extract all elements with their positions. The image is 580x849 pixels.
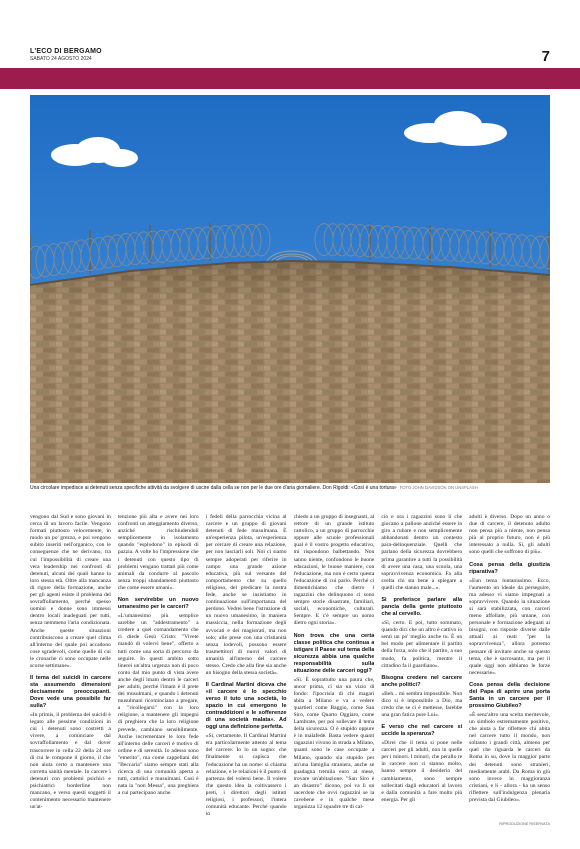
interview-paragraph: «Beh... mi sembra impossibile. Non dico si è impossibile a Dio, ma credo che se ci è mettesse, farebbe una gran fatica pure Lui».	[381, 690, 463, 718]
interview-paragraph: «Direi che il tema si pone nelle carceri per gli adulti, non in quelle per i minori. I minori, che perallo re in carcere non ci stanno molto, hanno sempre il desiderio del cambiamento, sono sempre sollecitati dagli educatori al lavoro e dalla comunità a fare molto più energia. Per gli	[381, 740, 463, 803]
interview-paragraph: cio e ora i ragazzini sono lì che giocano a pallone anziché essere in giro a rubare e non semplicemente abbandonati dentro un contesto para-delinquenziale. Quelli che parlano della sicurezza dovrebbero prima garantire a tutti la possibilità di avere una casa, una scuola, una sopravvivenza economica. Fa alla svelta chi sta bene a spiegare a quelli che stanno male...».	[381, 514, 463, 591]
interview-paragraph: «È senz'altro una scelta meritevole, un simbolo estremamente positivo, che aiuta a far riflettere chi abita nel carcere tutto il mondo, non soltanto i grandi città, almeno per quel che riguarda le carceri da Roma in su, dove la maggior parte dei detenuti sono stranieri, mediamente arabi. Da Roma in giù sono invece in maggioranza cristiani, e li - allora - ha un senso riflettere sull'indulgenza plenaria prevista dal Giubileo».	[469, 711, 550, 803]
interview-paragraph: «Sì, certamente. Il Cardinal Martini era particolarmente attento al tema del carcere. Io lo un sogno: che finalmente si capisca che l'educazione ha un nome: si chiama relazione, e le relazioni è il punto di partenza del volersi bene. Il volere che questo idea la coltivassero i preti, i direttori degli istituti religiosi, i professori, l'intera comunità educante. Perché quando io	[205, 733, 287, 818]
interview-question: Cosa pensa della giustizia riparativa?	[469, 561, 550, 575]
interview-paragraph: vengono dal Sud e sono giovani in cerca di un lavoro facile. Vengono formati piuttosto velocemente, in modo un po' grezzo, e poi vengono subito inseriti nell'organico, con le conseguenze che ne derivano, tra cui l'impossibilità di creare una vera leadership nei confronti di detenuti, alcuni dei quali hanno la loro stessa età. Oltre alla mancanza di rigore della formazione, anche per gli agenti esiste il problema del sovraffollamento, perché spesso uomini e donne sono immessi dentro locali inadeguati per tutti, senza nemmeno l'aria condizionata. Anche queste situazioni contribuiscono a creare quel clima all'interno del quale poi accadono cose sgradevoli, come quelle di cui le cronache ci sono occupate nelle scorse settimane».	[30, 514, 111, 669]
interview-paragraph: adulti è diverso. Dopo un anno o due di carcere, il detenuto adulto non pensa più a niente, non pensa più al proprio futuro, non è più interessato a nulla. Sì, gli adulti sono quelli che soffrono di più».	[469, 514, 550, 556]
article-body	[30, 514, 550, 839]
interview-paragraph: «Eun tema lontanissimo. Ecco, l'aumento un ideale da perseguire, ma adesso vi siamo impegnati a sopravvivere. Quando la situazione si sarà stabilizzata, con carceri meno affollate, più umane, con personale e formazione adeguati ai bisogni, con risposte diverse dalle attuali ai reati "per la sopravvivenza", allora potremo pensare di invitare anche su questo tema, che è sacrosanto, ma per il quale oggi non abbiamo le forze necessarie».	[469, 577, 550, 676]
prison-wall-photo	[30, 95, 550, 483]
article-column	[206, 514, 287, 839]
section-band	[0, 68, 580, 89]
interview-paragraph: «Sì. È soprattutto una paura che, ancor prima, ci sia un vizio di fondo: l'ipocrisia di chi magari abita a Milano e va a vedere quartieri come Baggio, come San Siro, come Quarto Oggiaro, come Lambrate, per poi sollevare il tema della sicurezza. O è stupido oppure è in malafede. Basta vedere quanti ragazzini vivono in strada a Milano, quanti sono le case occupate a Milano, quando sia stupido per un'una famiglia straniera, anche se guadagna tremila euro al mese, trovare un'abitazione. "San Siro è un disastro" dicono, poi va lì un sacerdote che ovvi ragazzini se la cavebene e in qualche mese organizza 12 squadre tre di cal-	[293, 676, 375, 811]
interview-question: Il tema del suicidi in carcere sta assumendo dimensioni decisamente preoccupanti. Dove vede una possibile far sulla?	[30, 675, 111, 710]
interview-paragraph: i fedeli della parrocchia vicina al carcere e un gruppo di giovani detenuti di fede musulmana. È un'esperienza pilota, un'esperienza per cercare di creare una relazione, per non lasciarli soli. Noi ci siamo sempre adoperati per riferire in campo una grande azione educativa, più sul versante del comportamento che su quello religioso, del predicare la nostra fede, anche se insistiamo in continuazione sull'importanza del perdono. Vedrei bene l'istruzione di un nuovo umanesimo, in maniera massiccia, nella formazione degli avvocati e dei magistrati, ma non solo; alle prese con una cristianità senza lodevoli, possono essere trasmettitori di nuovi valori di umanità all'interno del carcere stesso. Credo che alla fine sia anche un bisogno della stessa società».	[205, 514, 287, 677]
interview-paragraph: «Sì, certo. E poi, tutto sommato, quando dici che un altro è cattivo io sentì un po' meglio anche tu. È un bel modo per alimentare il partito della forza, solo che il partito, a suo modo, fa politica, mentre il cittadino fa il guardiano».	[381, 620, 463, 669]
interview-question: Bisogna credere nel carcere anche politici?	[381, 674, 463, 688]
interview-question: Si preferisce parlare alla pancia della gente piuttosto che al cervello.	[381, 597, 463, 618]
issue-date: SABATO 24 AGOSTO 2024	[30, 56, 92, 62]
article-column	[118, 514, 199, 839]
interview-question: Cosa pensa della decisione del Papa di aprire una porta Santa in un carcere per il prossimo Giubileo?	[469, 681, 550, 709]
article-column	[294, 514, 375, 839]
article-column	[469, 514, 550, 839]
newspaper-name: L'ECO DI BERGAMO	[30, 48, 102, 55]
interview-question: Non servirebbe un nuovo umanesimo per le carceri?	[117, 597, 199, 611]
interview-question: Non trova che una certa classe politica che continua a istigare il Paese sul tema della sicurezza abbia una qualche responsabilità sulla situazione delle carceri oggi?	[293, 632, 375, 674]
masthead	[30, 48, 102, 62]
interview-question: Il Cardinal Martini diceva che «il carcere è lo specchio verso il tuto una società, lo spazio in cui emergono le contraddizioni e le sofferenze di una società malata». Ad oggi una definizione perfetta.	[205, 682, 287, 731]
article-column	[30, 514, 111, 839]
photo-credit: FOTO JOHN DAVIDSON ON UNSPLASH	[399, 485, 478, 490]
copyright-notice: RIPRODUZIONE RISERVATA	[499, 822, 550, 826]
article-column	[381, 514, 462, 839]
caption-text: Una circolare impedisce ai detenuti senza specifiche attività da svolgere di uscire dalla cella se non per le due ore d'aria giornaliere. Don Rigoldi: «Così è una tortura»	[30, 485, 397, 491]
photo-caption	[30, 485, 550, 492]
interview-paragraph: chiedo a un gruppo di insegnanti, al rettore di un grande istituto cattolico, a un gruppo di parrocchie oppure alle scuole professionali qual è il vostro progetto educativo, mi rispondono balbettando. Non sanno niente, confondono le buone educazioni, le buone maniere, con l'educazione, ma non è certo questa l'educazione di cui parlo. Perché ci dimentichiamo che dietro i ragazzini che delinquono ci sono sempre storie disastrate, familiari, sociali, economiche, culturali. Sempre. E c'è sempre un uomo dietro ogni storia».	[293, 514, 375, 627]
prison-wall-illustration	[30, 95, 550, 483]
interview-paragraph: «In primis, il problema dei suicidi è legato alle pessime condizioni in cui i detenuti sono costretti a vivere, a cominciare dal sovraffollamento e dal dover trascorrere in cella 22 della 24 ore di cui le compone il giorno, il che non aiuta certo a mantenere una corretta sanità mentale. In carcere i detenuti con problemi psichici e psichiatrici borderline non mancano, e verso questi soggetti il contenimento necessario mantenere un'at-	[30, 712, 111, 811]
interview-question: E verso che nel carcere si uccide la speranza?	[381, 724, 463, 738]
interview-paragraph: tenzione più alta e avere nei loro confronti un atteggiamento diverso, anziché rischiudendoli semplicemente in isolamento quando "esplodono" in episodi di pazzia. A volte ho l'impressione che i detenuti con questo tipo di problemi vengano trattati più come animali da condurre al pascolo senza troppi sbandamenti piuttosto che come essere umani».	[117, 514, 199, 591]
page-number: 7	[541, 48, 550, 65]
interview-paragraph: «L'umanesimo più semplice sarebbe un "addestramento" a credere a quel comandamento che ci diede Gesù Cristo: "Vivete mandò di volervi bene", offerto a tutti come una sorta di percorso da seguire. In questi ambito sotto linerei un'altra urgenza non di poco conto dal mio punto di vista avere anche degli imam dentro le carceri per adulti, perché l'imam è il prete dei musulmani, e quando i detenuti musulmani ricominciano a pregare, a "ricollegarsi" con la loro religione, a mantenere gli impegni di preghiera che la loro religione prevede, cambiano sensibilmente. Anche incrementare le loro fede all'interno delle carceri è motivo di ordine e di serenità. Io adesso sono "emerito", ma come cappellani del "Beccaria" siamo sempre stati alla ricerca di una comunità aperta a tutti, cattolici e musulmani. Così è nata la "non Messa", una preghiera a cui partecipano anche	[117, 613, 199, 797]
